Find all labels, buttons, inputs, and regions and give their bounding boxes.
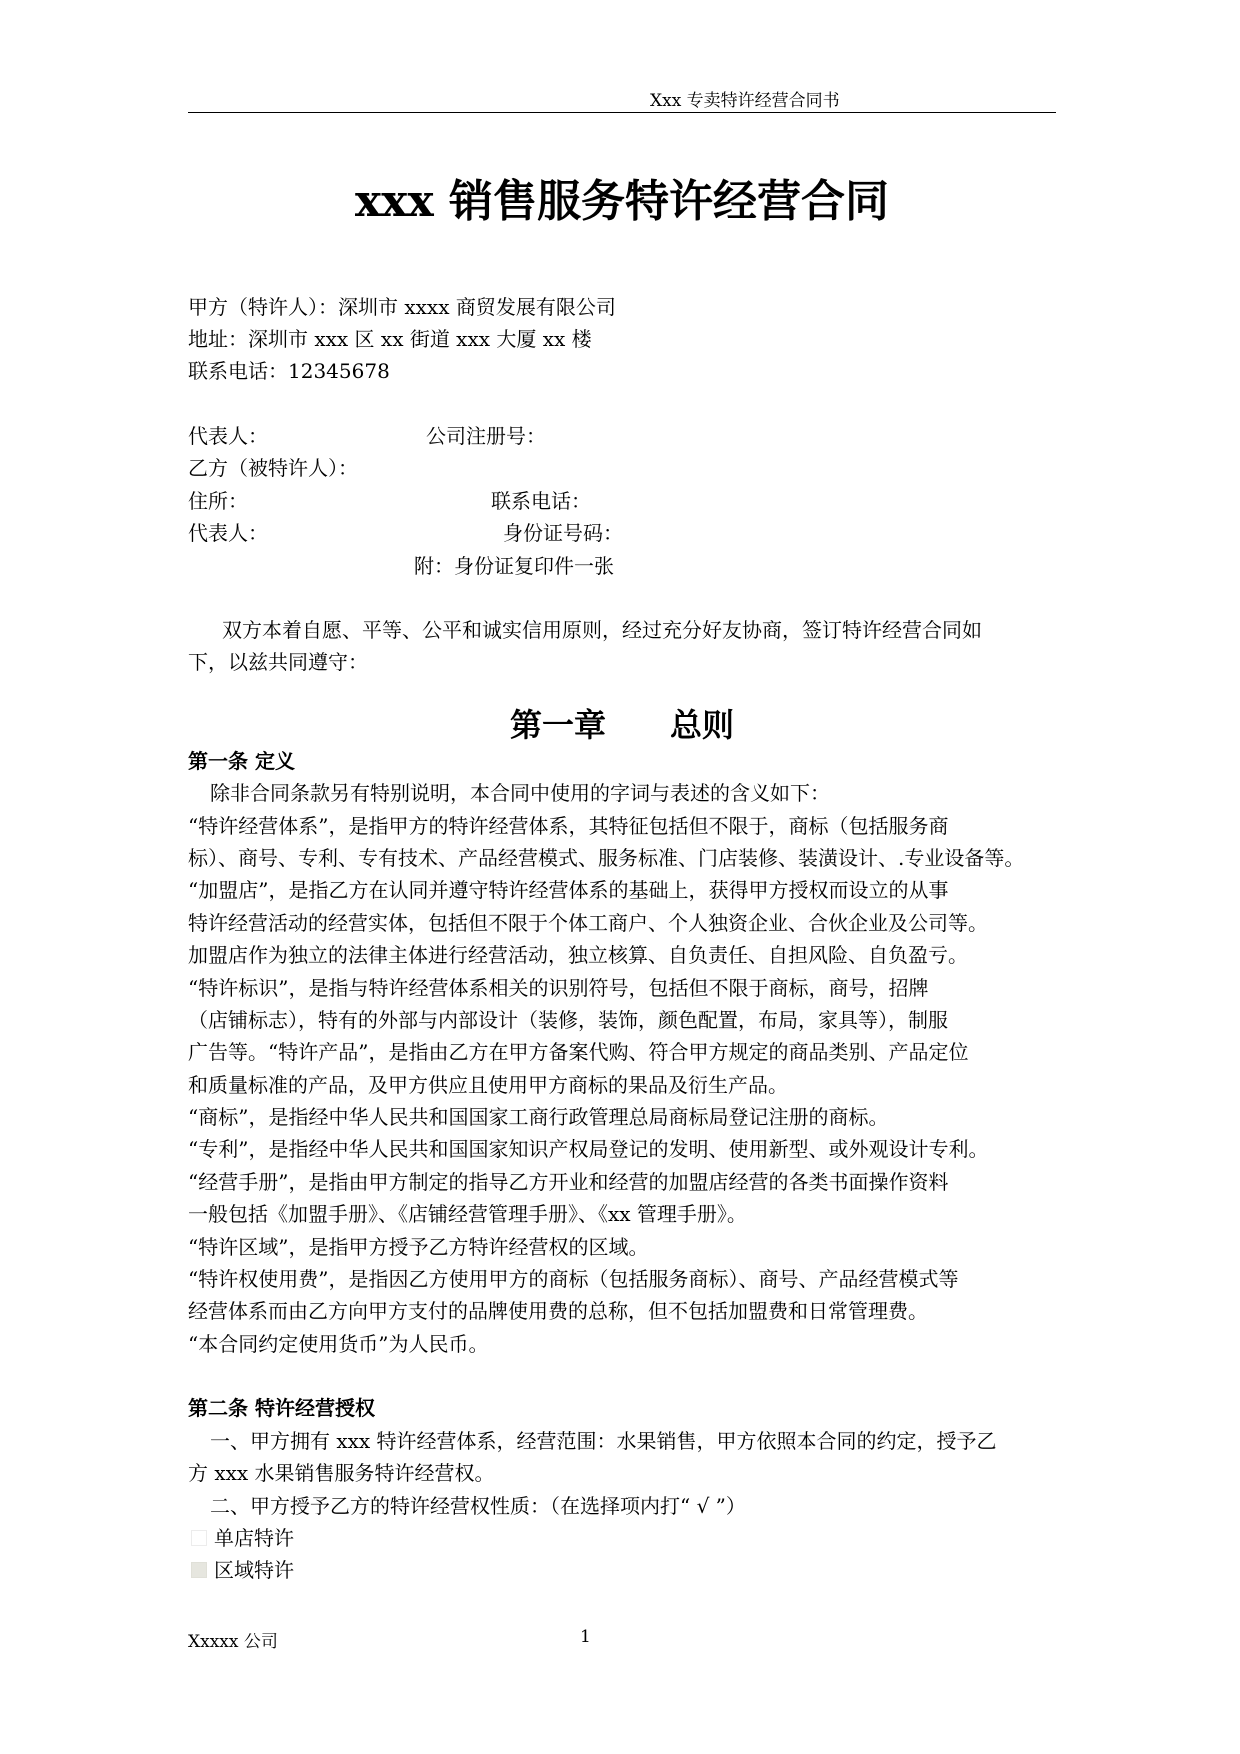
article-2-line: 一、甲方拥有 xxx 特许经营体系，经营范围：水果销售，甲方依照本合同的约定，授予乙 xyxy=(210,1429,997,1453)
article-1-line: 和质量标准的产品，及甲方供应且使用甲方商标的果品及衍生产品。 xyxy=(188,1073,788,1097)
residence-label: 住所： xyxy=(188,489,248,513)
article-1-line: 加盟店作为独立的法律主体进行经营活动，独立核算、自负责任、自担风险、自负盈亏。 xyxy=(188,943,968,967)
party-a-address: 地址：深圳市 xxx 区 xx 街道 xxx 大厦 xx 楼 xyxy=(188,327,592,351)
preamble-line-1: 双方本着自愿、平等、公平和诚实信用原则，经过充分好友协商，签订特许经营合同如 xyxy=(222,618,982,642)
article-1-line: 标）、商号、专利、专有技术、产品经营模式、服务标准、门店装修、装潢设计、.专业设备等。 xyxy=(188,846,1025,870)
article-1-line: “商标”，是指经中华人民共和国国家工商行政管理总局商标局登记注册的商标。 xyxy=(188,1105,889,1129)
party-a-phone: 联系电话：12345678 xyxy=(188,359,390,383)
party-a-name: 甲方（特许人）：深圳市 xxxx 商贸发展有限公司 xyxy=(188,295,616,319)
footer-company: Xxxxx 公司 xyxy=(188,1632,278,1652)
article-1-line: （店铺标志），特有的外部与内部设计（装修，装饰，颜色配置，布局，家具等），制服 xyxy=(188,1008,948,1032)
article-1-line: “特许权使用费”，是指因乙方使用甲方的商标（包括服务商标）、商号、产品经营模式等 xyxy=(188,1267,959,1291)
running-header-title: Xxx 专卖特许经营合同书 xyxy=(650,91,840,111)
chapter-heading xyxy=(188,700,1056,746)
article-2-line: 方 xxx 水果销售服务特许经营权。 xyxy=(188,1461,495,1485)
chapter-number: 第一章 xyxy=(509,706,606,744)
footer-page-number: 1 xyxy=(580,1627,591,1647)
article-1-line: “特许区域”，是指甲方授予乙方特许经营权的区域。 xyxy=(188,1235,649,1259)
article-1-heading: 第一条 定义 xyxy=(188,749,295,773)
single-store-option-label: 单店特许 xyxy=(214,1526,294,1550)
article-1-line: 一般包括《加盟手册》、《店铺经营管理手册》、《xx 管理手册》。 xyxy=(188,1202,747,1226)
regional-option-label: 区域特许 xyxy=(214,1558,294,1582)
regional-checkbox[interactable] xyxy=(191,1562,207,1578)
article-1-line: “特许经营体系”，是指甲方的特许经营体系，其特征包括但不限于，商标（包括服务商 xyxy=(188,814,949,838)
running-header xyxy=(188,84,1056,113)
article-2-heading: 第二条 特许经营授权 xyxy=(188,1396,375,1420)
article-1-line: “专利”，是指经中华人民共和国国家知识产权局登记的发明、使用新型、或外观设计专利。 xyxy=(188,1137,989,1161)
article-2-line: 二、甲方授予乙方的特许经营权性质：（在选择项内打“ √ ”） xyxy=(210,1494,746,1518)
id-number-label: 身份证号码： xyxy=(503,521,623,545)
representative-label: 代表人： xyxy=(188,424,268,448)
registration-number-label: 公司注册号： xyxy=(426,424,546,448)
article-1-line: 除非合同条款另有特别说明，本合同中使用的字词与表述的含义如下： xyxy=(210,781,830,805)
article-1-line: “经营手册”，是指由甲方制定的指导乙方开业和经营的加盟店经营的各类书面操作资料 xyxy=(188,1170,949,1194)
article-1-line: “加盟店”，是指乙方在认同并遵守特许经营体系的基础上，获得甲方授权而设立的从事 xyxy=(188,878,949,902)
article-1-line: 广告等。“特许产品”，是指由乙方在甲方备案代购、符合甲方规定的商品类别、产品定位 xyxy=(188,1040,969,1064)
party-b-label: 乙方（被特许人）： xyxy=(188,456,358,480)
article-1-line: “特许标识”，是指与特许经营体系相关的识别符号，包括但不限于商标，商号，招牌 xyxy=(188,976,929,1000)
representative-label-2: 代表人： xyxy=(188,521,268,545)
party-b-phone-label: 联系电话： xyxy=(491,489,591,513)
attachment-note: 附：身份证复印件一张 xyxy=(414,554,614,578)
single-store-checkbox[interactable] xyxy=(191,1530,207,1546)
preamble-line-2: 下，以兹共同遵守： xyxy=(188,650,368,674)
document-title: xxx 销售服务特许经营合同 xyxy=(354,176,889,227)
article-1-line: 经营体系而由乙方向甲方支付的品牌使用费的总称，但不包括加盟费和日常管理费。 xyxy=(188,1299,928,1323)
article-1-line: “本合同约定使用货币”为人民币。 xyxy=(188,1332,489,1356)
chapter-name: 总则 xyxy=(670,706,735,744)
article-1-line: 特许经营活动的经营实体，包括但不限于个体工商户、个人独资企业、合伙企业及公司等。 xyxy=(188,911,988,935)
